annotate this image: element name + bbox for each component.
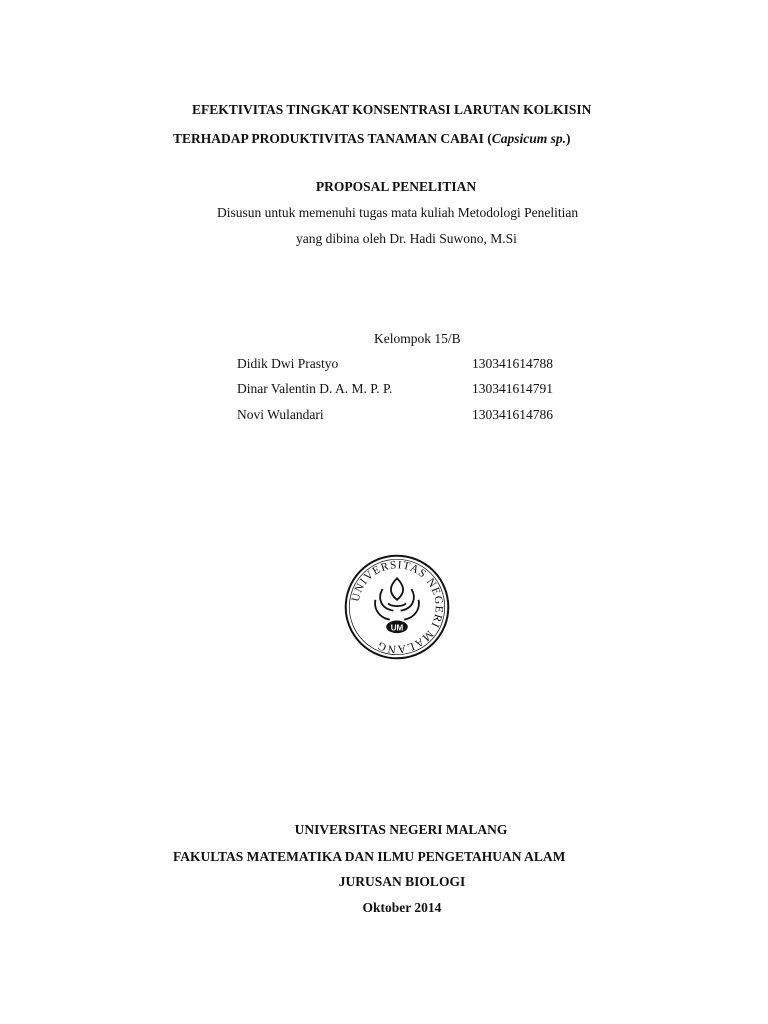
footer-university: UNIVERSITAS NEGERI MALANG [294,822,508,837]
footer-date: Oktober 2014 [362,900,442,915]
footer-department: JURUSAN BIOLOGI [338,874,466,889]
footer-faculty: FAKULTAS MATEMATIKA DAN ILMU PENGETAHUAN ALAM [173,849,566,864]
member-name: Dinar Valentin D. A. M. P. P. [237,381,393,396]
proposal-subtitle-2: yang dibina oleh Dr. Hadi Suwono, M.Si [296,231,517,246]
title-line-2-suffix: ) [566,131,571,146]
logo-monogram: UM [390,623,404,633]
title-line-2 [173,130,571,148]
group-label: Kelompok 15/B [374,331,461,346]
svg-text:UNIVERSITAS NEGERI MALANG [350,559,445,655]
member-nim: 130341614788 [472,356,553,371]
member-name: Novi Wulandari [237,407,324,422]
member-name: Didik Dwi Prastyo [237,356,339,371]
title-line-2-prefix: TERHADAP PRODUKTIVITAS TANAMAN CABAI ( [173,131,492,146]
logo-ring-text: UNIVERSITAS NEGERI MALANG [349,559,445,655]
title-line-1: EFEKTIVITAS TINGKAT KONSENTRASI LARUTAN KOLKISIN [192,102,592,117]
member-nim: 130341614791 [472,381,553,396]
proposal-subtitle-1: Disusun untuk memenuhi tugas mata kuliah Metodologi Penelitian [217,205,579,220]
university-logo-seal [343,553,451,661]
proposal-heading: PROPOSAL PENELITIAN [315,179,477,194]
scientific-name: Capsicum sp. [491,131,567,146]
member-nim: 130341614786 [472,407,553,422]
